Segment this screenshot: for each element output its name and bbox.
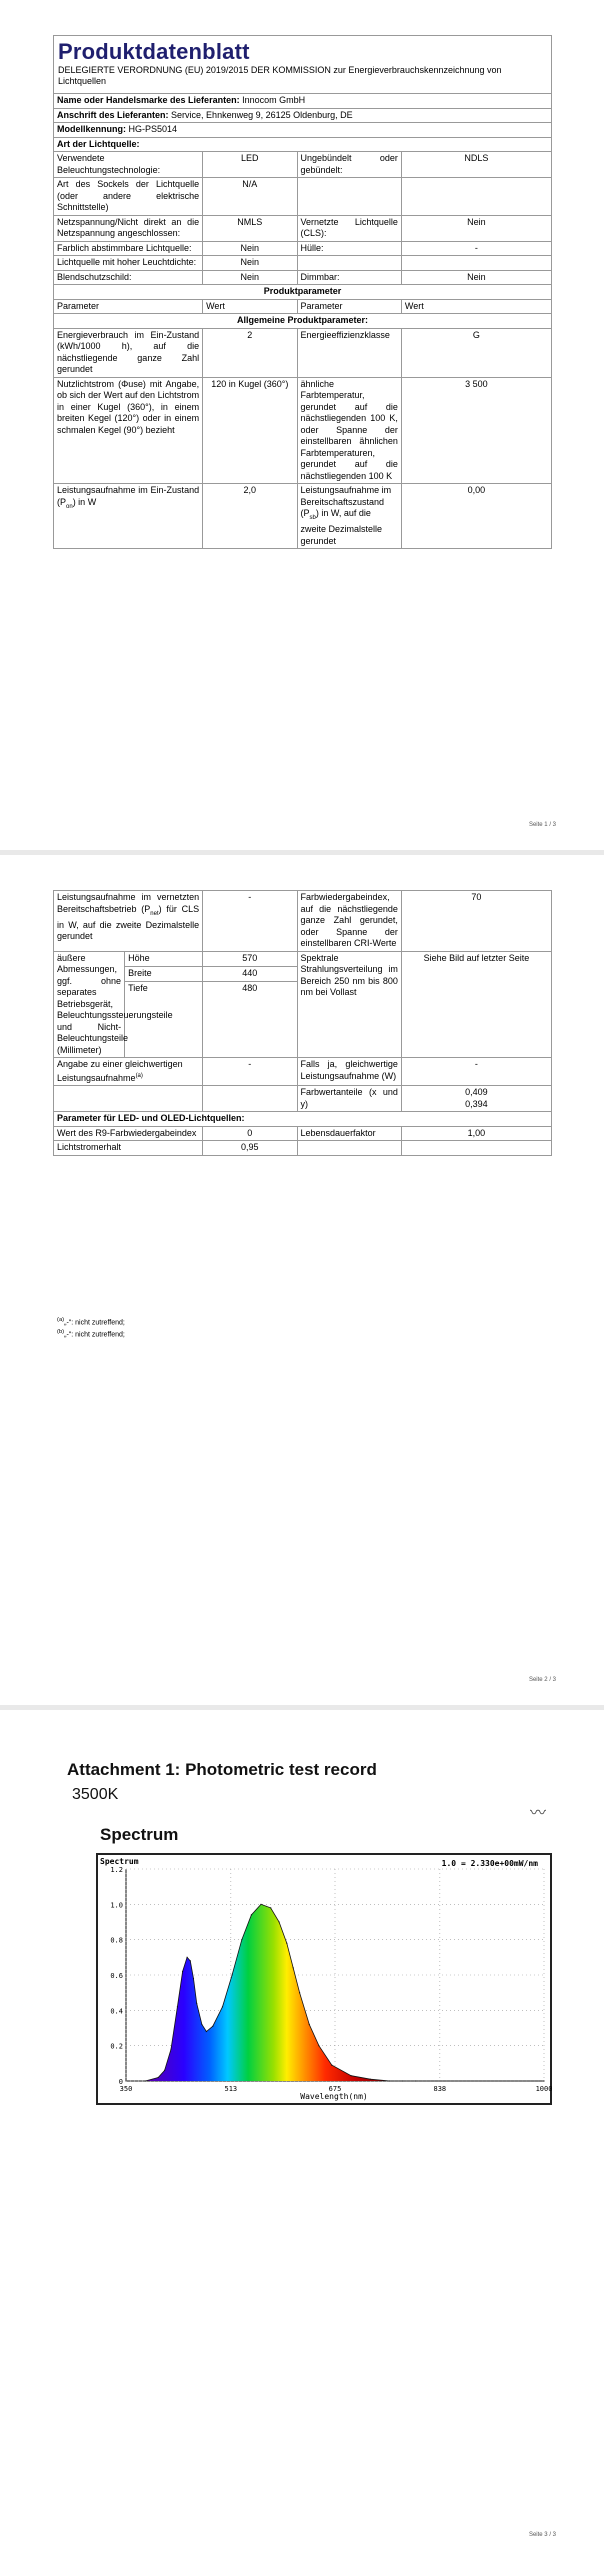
type-row: Verwendete Beleuchtungstechnologie: LED Ungebündelt oder gebündelt: NDLS [54,151,551,177]
model-id: HG-PS5014 [128,124,178,134]
param-row: Energieverbrauch im Ein-Zustand (kWh/1000 h), auf die nächstliegende ganze Zahl gerundet 2 Energieeffizienzklasse G [54,328,551,377]
type-row: Blendschutzschild: Nein Dimmbar: Nein [54,270,551,285]
datasheet-table-continued [53,890,552,1156]
chart-legend: 1.0 = 2.330e+00mW/nm [441,1859,538,1868]
x-tick-label: 350 [119,2085,133,2093]
y-tick-label: 0 [118,2078,123,2086]
supplier-address-row: Anschrift des Lieferanten: Service, Ehnkenweg 9, 26125 Oldenburg, DE [57,109,353,120]
footnote-a: $^{(a)}$„-": nicht zutreffend; [57,1317,125,1327]
dimensions-row: äußere Abmessungen, ggf. ohne separates Betriebsgerät, Beleuchtungssteuerungsteile und Nicht-Beleuchtungsteile (Millimeter) Höhe Breite Tiefe 570 440 480 Spektrale Strahlungsverteilung im Bereich 250 nm bis 800 nm bei Vollast Siehe Bild auf letzter Seite [54,951,551,1058]
type-row: Lichtquelle mit hoher Leuchtdichte: Nein [54,255,551,270]
spectrum-svg [98,1855,553,2103]
type-row: Netzspannung/Nicht direkt an die Netzspannung angeschlossen: NMLS Vernetzte Lichtquelle (CLS): Nein [54,215,551,241]
x-tick-label: 513 [224,2085,238,2093]
param-row: Leistungsaufnahme im Ein-Zustand $(P_{on})$ in W 2,0 Leistungsaufnahme im Bereitschaftszustand $(P_{sb})$ in W, auf die zweite Dezimalstelle gerundet 0,00 [54,483,551,548]
param-row: Angabe zu einer gleichwertigen Leistungsaufnahme$^{(a)}$ - Falls ja, gleichwertige Leistungsaufnahme (W) - [54,1057,551,1085]
dim-value: 480 [242,982,258,993]
dim-name: Höhe [125,952,202,967]
x-tick-label: 675 [328,2085,342,2093]
page-3 [0,1710,604,2560]
page-title: Produktdatenblatt [58,39,250,64]
page-number: Seite 3 / 3 [528,2532,556,2538]
x-tick-label: 838 [433,2085,447,2093]
chart-title: Spectrum [100,1857,139,1866]
x-axis-label: Wavelength(nm) [300,2092,368,2101]
spectrum-title: Spectrum [100,1825,179,1844]
wave-icon: 〰 [530,1805,547,1822]
type-header: Art der Lichtquelle: [57,138,140,149]
y-tick-label: 1.0 [110,1901,123,1910]
dim-name: Tiefe [128,982,148,993]
param-row: Wert des R9-Farbwiedergabeindex 0 Lebensdauerfaktor 1,00 [54,1126,551,1141]
supplier-address: Service, Ehnkenweg 9, 26125 Oldenburg, DE [171,109,353,120]
params-header: Produktparameter [263,286,342,296]
param-row: Farbwertanteile (x und y) 0,409 0,394 [54,1085,551,1111]
datasheet-table [53,35,552,549]
footnote-b: $^{(b)}$„-": nicht zutreffend; [57,1329,125,1339]
regulation-subtitle: DELEGIERTE VERORDNUNG (EU) 2019/2015 DER KOMMISSION zur Energieverbrauchskennzeichnung von Lichtquellen [58,65,502,86]
page-number: Seite 2 / 3 [528,1677,556,1683]
spectrum-chart [96,1853,552,2105]
y-tick-label: 0.8 [110,1936,123,1945]
led-params-header: Parameter für LED- und OLED-Lichtquellen: [57,1113,245,1123]
type-row: Art des Sockels der Lichtquelle (oder andere elektrische Schnittstelle) N/A [54,177,551,215]
dimensions-label: äußere Abmessungen, ggf. ohne separates Betriebsgerät, Beleuchtungssteuerungsteile und Nicht-Beleuchtungsteile (Millimeter) [54,952,125,1058]
page-2 [0,855,604,1705]
column-headers: Parameter Wert Parameter Wert [54,299,551,314]
y-tick-label: 0.2 [110,2042,123,2051]
y-tick-label: 1.2 [110,1866,123,1874]
type-row: Farblich abstimmbare Lichtquelle: Nein Hülle: - [54,241,551,256]
y-tick-label: 0.6 [110,1972,123,1980]
page-1 [0,0,604,850]
y-tick-label: 0.4 [110,2007,123,2016]
param-row: Nutzlichtstrom (Φuse) mit Angabe, ob sich der Wert auf den Lichtstrom in einer Kugel (360°), in einem breiten Kegel (120°) oder in einem schmalen Kegel (90°) bezieht 120 in Kugel (360°) ähnliche Farbtemperatur, gerundet auf die nächstliegenden 100 K, oder Spanne der einstellbaren ähnlichen Farbtemperaturen, gerundet auf die nächstliegenden 100 K 3 500 [54,377,551,484]
dim-value: 570 [203,952,296,967]
supplier-name: Innocom GmbH [242,95,306,105]
dim-name: Breite [125,967,202,982]
x-tick-label: 1000 [535,2085,553,2093]
attachment-title: Attachment 1: Photometric test record [67,1760,377,1779]
supplier-name-row: Name oder Handelsmarke des Lieferanten: Innocom GmbH [57,95,306,105]
model-row: Modellkennung: HG-PS5014 [57,124,178,134]
dim-value: 440 [203,967,296,982]
cct-label: 3500K [72,1786,119,1803]
param-row: Lichtstromerhalt 0,95 [54,1140,551,1155]
param-row: Leistungsaufnahme im vernetzten Bereitschaftsbetrieb $(P_{net})$ für CLS in W, auf die zweite Dezimalstelle gerundet - Farbwiedergabeindex, auf die nächstliegende ganze Zahl gerundet, oder Spanne der einstellbaren CRI-Werte 70 [54,891,551,951]
page-number: Seite 1 / 3 [528,822,556,828]
general-params-header: Allgemeine Produktparameter: [236,315,369,325]
